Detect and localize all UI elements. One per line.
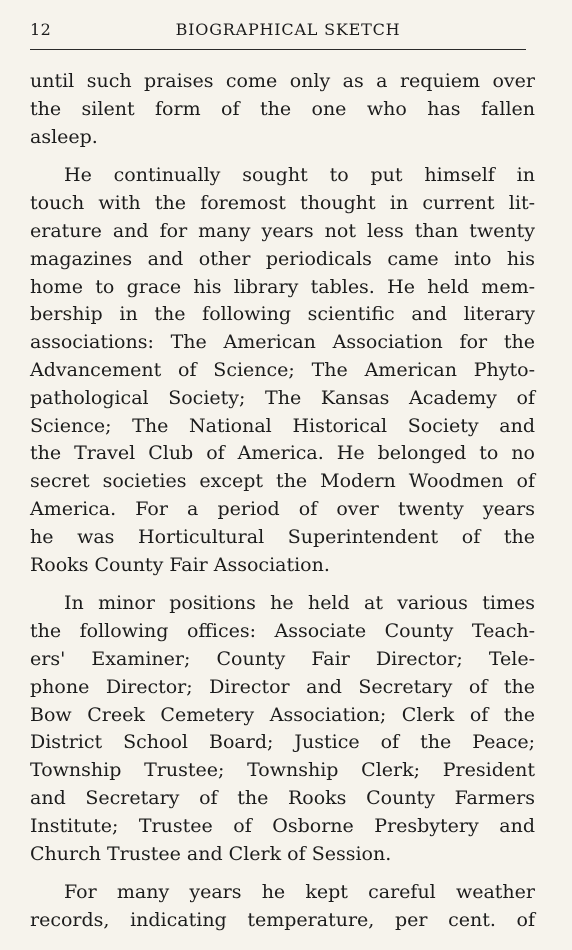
text-line: the Travel Club of America. He belonged to no bbox=[30, 442, 535, 465]
text-line: Advancement of Science; The American Phyto- bbox=[30, 358, 535, 381]
text-line: phone Director; Director and Secretary of the bbox=[30, 675, 535, 698]
page-number: 12 bbox=[30, 20, 52, 39]
text-line: home to grace his library tables. He held mem- bbox=[30, 275, 535, 298]
text-line: America. For a period of over twenty years bbox=[30, 497, 535, 520]
paragraph-1 bbox=[30, 68, 535, 151]
text-line: Institute; Trustee of Osborne Presbytery and bbox=[30, 814, 535, 837]
text-line: Church Trustee and Clerk of Session. bbox=[30, 842, 392, 865]
running-title: BIOGRAPHICAL SKETCH bbox=[175, 20, 401, 39]
text-line: touch with the foremost thought in current lit- bbox=[30, 192, 535, 215]
text-line: he was Horticultural Superintendent of the bbox=[30, 525, 535, 548]
header-rule bbox=[30, 49, 526, 50]
text-line: District School Board; Justice of the Peace; bbox=[30, 731, 535, 754]
body-text bbox=[30, 68, 535, 946]
text-line: secret societies except the Modern Woodmen of bbox=[30, 470, 535, 493]
text-line: Township Trustee; Township Clerk; President bbox=[30, 759, 535, 782]
text-line: He continually sought to put himself in bbox=[64, 164, 535, 187]
text-line: associations: The American Association for the bbox=[30, 331, 535, 354]
text-line: Science; The National Historical Society and bbox=[30, 414, 535, 437]
text-line: pathological Society; The Kansas Academy of bbox=[30, 386, 535, 409]
text-line: ers' Examiner; County Fair Director; Tele- bbox=[30, 647, 535, 670]
paragraph-2 bbox=[30, 162, 535, 579]
text-line: Bow Creek Cemetery Association; Clerk of the bbox=[30, 703, 535, 726]
running-head bbox=[30, 18, 526, 44]
text-line: records, indicating temperature, per cent. of bbox=[30, 909, 535, 932]
paragraph-4 bbox=[30, 879, 535, 935]
text-line: For many years he kept careful weather bbox=[64, 881, 535, 904]
text-line: and Secretary of the Rooks County Farmers bbox=[30, 786, 535, 809]
text-line: In minor positions he held at various times bbox=[64, 592, 535, 615]
text-line: until such praises come only as a requiem over bbox=[30, 70, 535, 92]
paragraph-3 bbox=[30, 590, 535, 868]
text-line: the following offices: Associate County Teach- bbox=[30, 620, 535, 643]
text-line: magazines and other periodicals came into his bbox=[30, 247, 535, 270]
text-line: the silent form of the one who has fallen bbox=[30, 97, 535, 120]
text-line: Rooks County Fair Association. bbox=[30, 553, 330, 576]
text-line: bership in the following scientific and literary bbox=[30, 303, 535, 326]
text-line: erature and for many years not less than twenty bbox=[30, 219, 535, 242]
text-line: asleep. bbox=[30, 125, 98, 148]
